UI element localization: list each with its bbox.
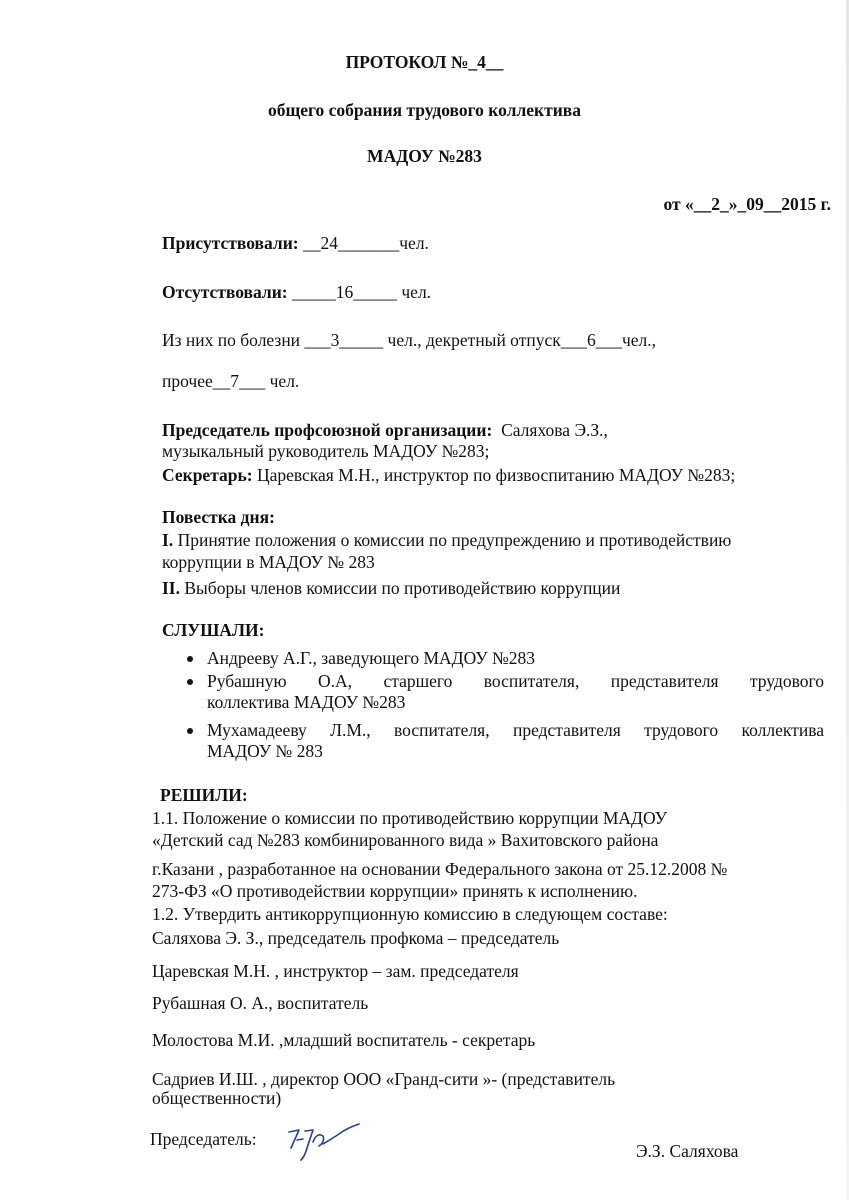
heard-label: СЛУШАЛИ: — [162, 620, 265, 640]
heard-item-3-continued: МАДОУ № 283 — [207, 741, 323, 761]
absent-value: _____16_____ чел. — [292, 282, 432, 302]
chair-name: Саляхова Э.З., — [501, 420, 608, 440]
commission-member: Молостова М.И. ,младший воспитатель - секретарь — [152, 1030, 536, 1050]
chair-label: Председатель профсоюзной организации: — [162, 420, 493, 440]
commission-member: Рубашная О. А., воспитатель — [152, 993, 369, 1013]
decision-line: Саляхова Э. З., председатель профкома – председатель — [152, 928, 560, 948]
decided-label: РЕШИЛИ: — [160, 785, 248, 805]
agenda-item-1-number: I. — [162, 530, 174, 550]
heard-item-1: Андрееву А.Г., заведующего МАДОУ №283 — [207, 648, 535, 668]
agenda-label: Повестка дня: — [162, 507, 275, 527]
decision-line: г.Казани , разработанное на основании Федерального закона от 25.12.2008 № — [152, 859, 728, 879]
chair-line — [162, 420, 608, 440]
bullet-icon — [187, 656, 193, 662]
chair-position: музыкальный руководитель МАДОУ №283; — [162, 441, 490, 461]
secretary-line — [162, 465, 735, 485]
absence-other: прочее__7___ чел. — [162, 371, 300, 391]
present-label: Присутствовали: — [162, 233, 299, 253]
signature-label: Председатель: — [150, 1129, 257, 1149]
heard-item-2: Рубашную О.А, старшего воспитателя, представителя трудового — [207, 671, 824, 691]
agenda-item-2 — [162, 578, 620, 598]
handwritten-signature — [283, 1118, 363, 1168]
agenda-item-1-continued: коррупции в МАДОУ № 283 — [162, 552, 375, 572]
present-line — [162, 233, 429, 253]
decision-line: 273-ФЗ «О противодействии коррупции» принять к исполнению. — [152, 881, 638, 901]
decision-line: «Детский сад №283 комбинированного вида » Вахитовского района — [152, 830, 659, 850]
agenda-item-1 — [162, 530, 731, 550]
decision-line: 1.1. Положение о комиссии по противодействию коррупции МАДОУ — [152, 808, 668, 828]
commission-member: Садриев И.Ш. , директор ООО «Гранд-сити »- (представитель — [152, 1069, 616, 1089]
present-value: __24_______чел. — [303, 233, 429, 253]
absent-line — [162, 282, 431, 302]
absence-reasons: Из них по болезни ___3_____ чел., декретный отпуск___6___чел., — [162, 330, 657, 350]
agenda-item-1-text: Принятие положения о комиссии по предупреждению и противодействию — [177, 530, 732, 550]
absent-label: Отсутствовали: — [162, 282, 288, 302]
commission-member-continued: общественности) — [152, 1088, 282, 1108]
organization-name: МАДОУ №283 — [367, 146, 482, 166]
decision-line: 1.2. Утвердить антикоррупционную комиссию в следующем составе: — [152, 904, 668, 924]
protocol-title: ПРОТОКОЛ №_4__ — [345, 52, 504, 72]
commission-member: Царевская М.Н. , инструктор – зам. председателя — [152, 961, 519, 981]
meeting-date: от «__2_»_09__2015 г. — [663, 194, 831, 214]
meeting-subtitle: общего собрания трудового коллектива — [267, 100, 582, 120]
signatory-name: Э.З. Саляхова — [636, 1141, 739, 1161]
heard-item-2-continued: коллектива МАДОУ №283 — [207, 692, 406, 712]
secretary-label: Секретарь: — [162, 465, 253, 485]
heard-item-3: Мухамадееву Л.М., воспитателя, представителя трудового коллектива — [207, 720, 824, 740]
secretary-value: Царевская М.Н., инструктор по физвоспитанию МАДОУ №283; — [256, 465, 736, 485]
bullet-icon — [187, 728, 193, 734]
agenda-item-2-text: Выборы членов комиссии по противодействию коррупции — [184, 578, 621, 598]
agenda-item-2-number: II. — [162, 578, 180, 598]
bullet-icon — [187, 679, 193, 685]
